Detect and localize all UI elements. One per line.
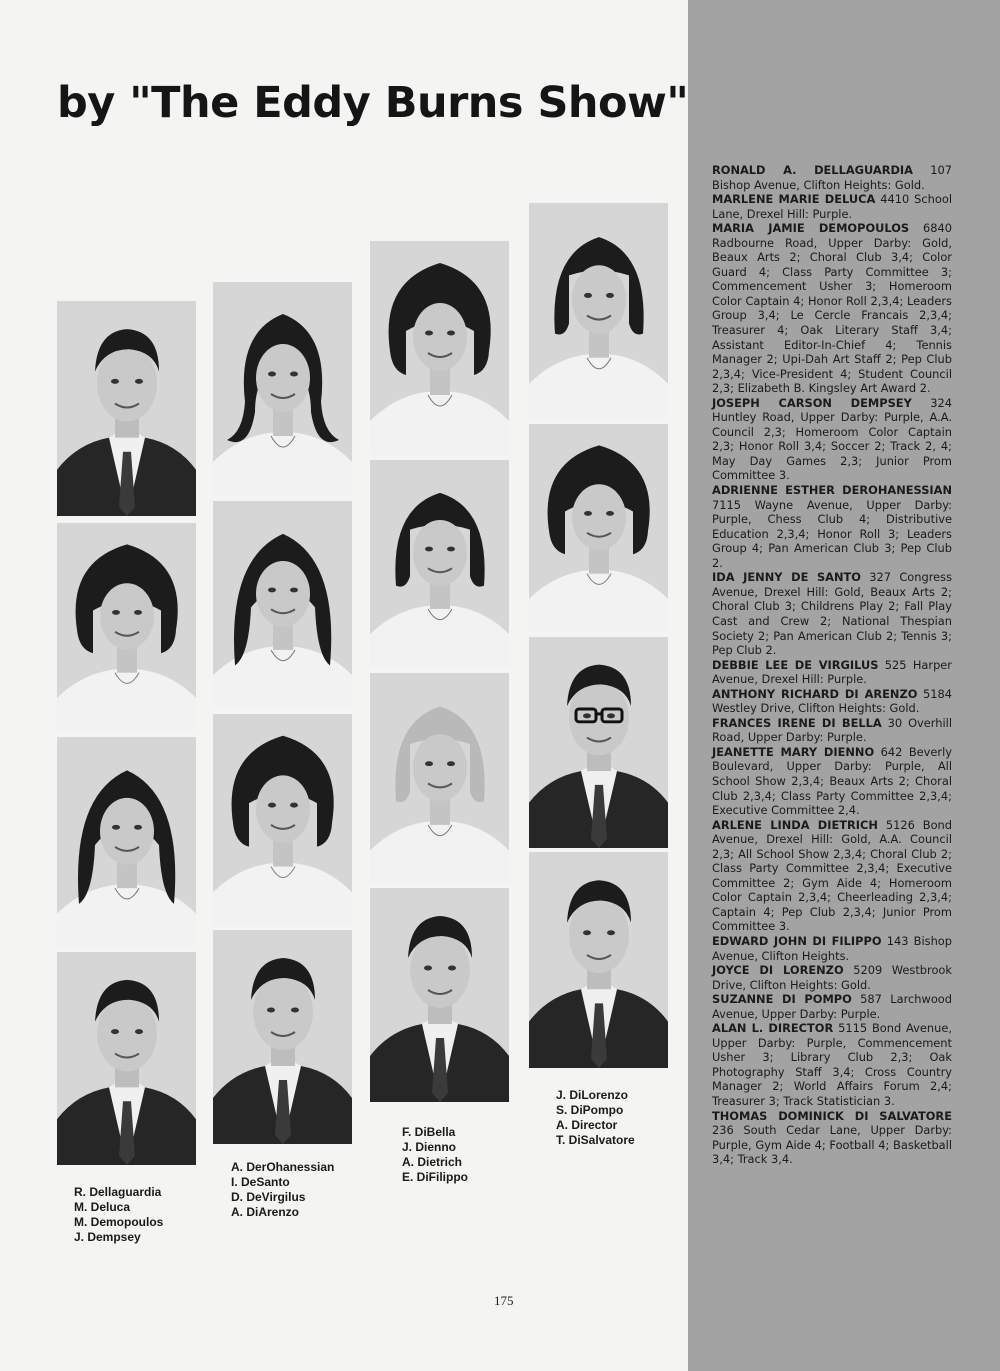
student-portrait-photo (213, 501, 352, 708)
bio-name: EDWARD JOHN DI FILIPPO (712, 933, 882, 948)
caption-name: A. DerOhanessian (231, 1160, 335, 1174)
bio-details: 525 Harper Avenue, Drexel Hill: Purple. (712, 657, 952, 687)
caption-name: M. Deluca (74, 1200, 131, 1214)
bio-entry (712, 934, 952, 963)
student-portrait-photo (213, 714, 352, 926)
caption-name: S. DiPompo (556, 1103, 624, 1117)
bio-details: 324 Huntley Road, Upper Darby: Purple, A.A. Council 2,3; Homeroom Color Captain 2,3; Honor Roll 3,4; Soccer 2; Track 2, 4; May Day Games 2,3; Junior Prom Committee 3. (712, 395, 952, 483)
bio-details: 642 Beverly Boulevard, Upper Darby: Purple, All School Show 2,3,4; Beaux Arts 2; Choral Club 2,3,4; Class Party Committee 2,3,4; Executive Committee 2,4. (712, 744, 952, 818)
bio-entry (712, 1021, 952, 1108)
caption-name: A. Dietrich (402, 1155, 463, 1169)
bio-entry (712, 716, 952, 745)
student-portrait-photo (529, 203, 668, 418)
student-portrait-photo (57, 523, 196, 731)
student-portrait-photo (529, 852, 668, 1068)
student-portrait-photo (370, 673, 509, 884)
bio-name: IDA JENNY DE SANTO (712, 570, 861, 585)
student-portrait-photo (57, 952, 196, 1165)
bio-entry (712, 992, 952, 1021)
caption-name: E. DiFilippo (402, 1170, 468, 1184)
student-portrait-photo (213, 930, 352, 1144)
bio-entry (712, 658, 952, 687)
bio-name: THOMAS DOMINICK DI SALVATORE (712, 1108, 952, 1123)
bio-name: JOSEPH CARSON DEMPSEY (712, 395, 912, 410)
student-biographies (712, 163, 952, 1167)
caption-name: R. Dellaguardia (74, 1185, 162, 1199)
caption-name: J. DiLorenzo (556, 1088, 629, 1102)
student-portrait-photo (370, 241, 509, 455)
bio-entry (712, 745, 952, 818)
bio-entry (712, 221, 952, 396)
bio-name: JOYCE DI LORENZO (712, 963, 844, 978)
bio-name: ARLENE LINDA DIETRICH (712, 817, 878, 832)
bio-details: 327 Congress Avenue, Drexel Hill: Gold, Beaux Arts 2; Choral Club 3; Childrens Play 2; Fall Play Cast and Crew 2; National Thespian Society 2; Pan American Club 2; Tennis 3; Pep Club 2. (712, 570, 953, 658)
bio-entry (712, 1109, 952, 1167)
bio-details: 4410 School Lane, Drexel Hill: Purple. (712, 192, 952, 221)
bio-details: 107 Bishop Avenue, Clifton Heights: Gold. (712, 163, 952, 192)
caption-name: D. DeVirgilus (231, 1190, 306, 1204)
bio-details: 30 Overhill Road, Upper Darby: Purple. (712, 715, 952, 745)
bio-name: RONALD A. DELLAGUARDIA (712, 163, 913, 177)
bio-details: 5126 Bond Avenue, Drexel Hill: Gold, A.A. Council 2,3; All School Show 2,3,4; Choral Club 2; Class Party Committee 2,3,4; Executive Committee 2; Gym Aide 4; Homeroom Color Captain 2,3,4; Cheerleading 2,3,4; Captain 4; Pep Club 2,3,4; Junior Prom Committee 3. (712, 817, 952, 934)
student-portrait-photo (370, 460, 509, 667)
bio-entry (712, 687, 952, 716)
caption-name: J. Dienno (402, 1140, 457, 1154)
bio-entry (712, 818, 952, 934)
bio-name: DEBBIE LEE DE VIRGILUS (712, 657, 879, 672)
student-portrait-photo (57, 301, 196, 516)
bio-name: ADRIENNE ESTHER DEROHANESSIAN (712, 483, 952, 498)
bio-name: ANTHONY RICHARD DI ARENZO (712, 686, 918, 701)
caption-name: T. DiSalvatore (556, 1133, 635, 1147)
bio-name: MARIA JAMIE DEMOPOULOS (712, 221, 910, 236)
bio-entry (712, 963, 952, 992)
caption-name: I. DeSanto (231, 1175, 290, 1189)
bio-details: 5209 Westbrook Drive, Clifton Heights: Gold. (712, 963, 952, 992)
caption-name: A. DiArenzo (231, 1205, 300, 1219)
page-number: 175 (494, 1293, 514, 1308)
caption-column-4 (556, 1088, 635, 1148)
bio-name: JEANETTE MARY DIENNO (712, 744, 875, 759)
bio-name: ALAN L. DIRECTOR (712, 1021, 834, 1036)
bio-details: 587 Larchwood Avenue, Upper Darby: Purple. (712, 992, 952, 1021)
caption-column-1 (74, 1185, 163, 1245)
bio-entry (712, 192, 952, 221)
bio-name: FRANCES IRENE DI BELLA (712, 715, 882, 730)
caption-name: M. Demopoulos (74, 1215, 164, 1229)
bio-details: 7115 Wayne Avenue, Upper Darby: Purple, Chess Club 4; Distributive Education 2,3,4; Honor Roll 3; Leaders Group 4; Pan American Club 3; Pep Club 2. (712, 497, 952, 570)
student-portrait-photo (57, 737, 196, 947)
student-portrait-photo (213, 282, 352, 496)
bio-entry (712, 483, 952, 570)
student-portrait-photo (370, 888, 509, 1102)
bio-details: 143 Bishop Avenue, Clifton Heights. (712, 933, 952, 963)
bio-name: MARLENE MARIE DELUCA (712, 192, 876, 207)
student-portrait-photo (529, 637, 668, 848)
bio-entry (712, 163, 952, 192)
caption-column-3 (402, 1125, 468, 1185)
bio-details: 5184 Westley Drive, Clifton Heights: Gold. (712, 686, 953, 716)
bio-entry (712, 396, 952, 483)
caption-name: A. Director (556, 1118, 618, 1132)
caption-name: F. DiBella (402, 1125, 456, 1139)
page-headline: by "The Eddy Burns Show" (57, 78, 689, 128)
caption-name: J. Dempsey (74, 1230, 141, 1244)
caption-column-2 (231, 1160, 334, 1220)
student-portrait-photo (529, 424, 668, 632)
bio-entry (712, 570, 952, 657)
bio-details: 5115 Bond Avenue, Upper Darby: Purple, Commencement Usher 3; Library Club 2,3; Oak Photography Staff 3,4; Cross Country Manager 2; World Affairs Forum 2,4; Treasurer 3; Track Statistician 3. (712, 1021, 952, 1108)
bio-details: 236 South Cedar Lane, Upper Darby: Purple, Gym Aide 4; Football 4; Basketball 3,4; Track 3,4. (712, 1123, 952, 1167)
bio-details: 6840 Radbourne Road, Upper Darby: Gold, Beaux Arts 2; Choral Club 3,4; Color Guard 4; Class Party Committee 3; Commencement Usher 3; Homeroom Color Captain 4; Honor Roll 2,3,4; Leaders Group 3,4; Le Cercle Francais 2,3,4; Treasurer 4; Oak Literary Staff 3,4; Assistant Editor-In-Chief 4; Tennis Manager 2; Upi-Dah Art Staff 2; Pep Club 2,3,4; Vice-President 4; Student Council 2,3; Elizabeth B. Kingsley Art Award 2. (712, 221, 952, 396)
bio-name: SUZANNE DI POMPO (712, 992, 852, 1007)
